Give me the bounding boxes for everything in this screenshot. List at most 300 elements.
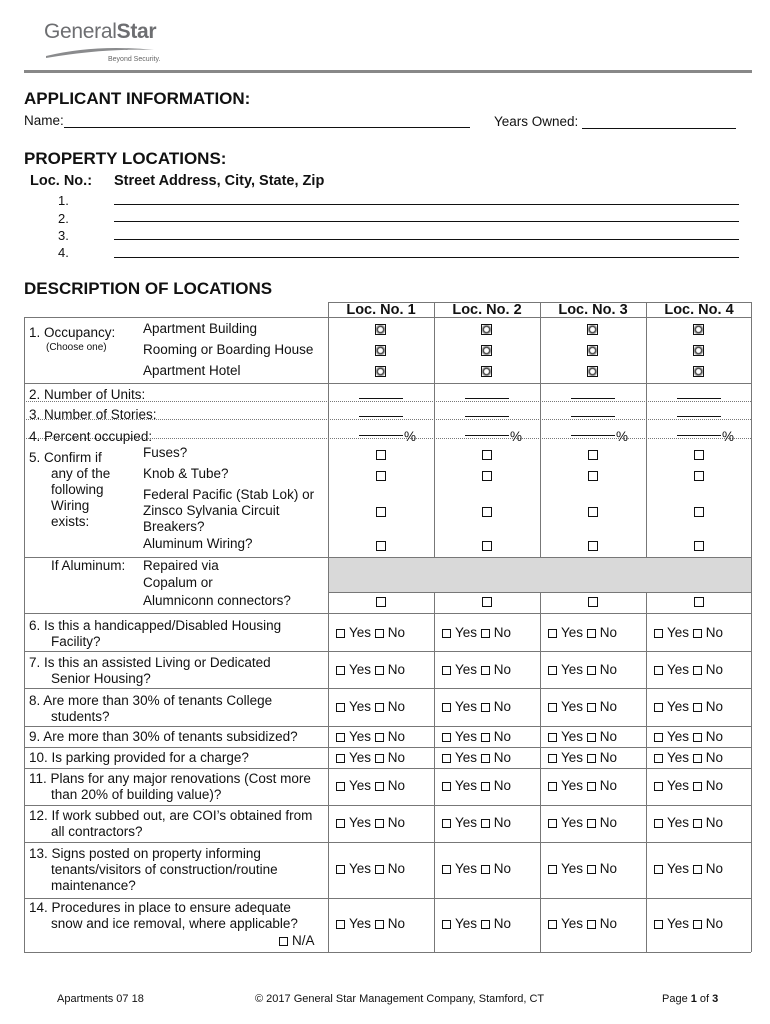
occupancy-radio[interactable] bbox=[481, 324, 492, 335]
yes-label: Yes bbox=[349, 750, 372, 765]
q13-label: maintenance? bbox=[51, 878, 136, 893]
property-heading: PROPERTY LOCATIONS: bbox=[24, 149, 227, 168]
logo-tagline: Beyond Security. bbox=[108, 56, 161, 63]
yes-checkbox[interactable] bbox=[548, 819, 557, 828]
federal-pacific-checkbox[interactable] bbox=[376, 507, 386, 517]
q5-label: exists: bbox=[51, 514, 90, 529]
occupancy-radio[interactable] bbox=[587, 366, 598, 377]
yes-checkbox[interactable] bbox=[336, 666, 345, 675]
yes-no-answer bbox=[336, 662, 405, 677]
yes-label: Yes bbox=[561, 815, 584, 830]
yes-checkbox[interactable] bbox=[336, 920, 345, 929]
yes-label: Yes bbox=[561, 916, 584, 931]
col-header-loc-3: Loc. No. 3 bbox=[558, 302, 628, 318]
yes-label: Yes bbox=[561, 625, 584, 640]
no-checkbox[interactable] bbox=[375, 782, 384, 791]
yes-no-answer bbox=[654, 729, 723, 744]
q14-label: 14. Procedures in place to ensure adequate bbox=[29, 900, 291, 915]
stories-field[interactable] bbox=[465, 416, 509, 417]
q1-note: (Choose one) bbox=[46, 342, 107, 353]
occupancy-option: Apartment Building bbox=[143, 321, 258, 336]
no-label: No bbox=[493, 625, 512, 640]
yes-checkbox[interactable] bbox=[336, 703, 345, 712]
q4-label: 4. Percent occupied: bbox=[29, 429, 153, 444]
aluminum-checkbox[interactable] bbox=[694, 541, 704, 551]
no-checkbox[interactable] bbox=[375, 865, 384, 874]
no-checkbox[interactable] bbox=[587, 733, 596, 742]
yes-label: Yes bbox=[455, 778, 478, 793]
no-checkbox[interactable] bbox=[481, 819, 490, 828]
yes-label: Yes bbox=[561, 662, 584, 677]
yes-no-answer bbox=[442, 778, 511, 793]
yes-no-answer bbox=[654, 699, 723, 714]
percent-field[interactable] bbox=[465, 435, 509, 436]
no-label: No bbox=[493, 861, 512, 876]
yes-label: Yes bbox=[455, 916, 478, 931]
fuses-checkbox[interactable] bbox=[482, 450, 492, 460]
no-checkbox[interactable] bbox=[693, 865, 702, 874]
no-checkbox[interactable] bbox=[587, 754, 596, 763]
q5-label: following bbox=[51, 482, 104, 497]
repair-label: Alumniconn connectors? bbox=[143, 593, 291, 608]
yes-checkbox[interactable] bbox=[548, 666, 557, 675]
logo-wordmark: GeneralStar bbox=[44, 20, 157, 43]
no-checkbox[interactable] bbox=[693, 819, 702, 828]
address-field-2[interactable] bbox=[114, 221, 739, 222]
yes-label: Yes bbox=[349, 662, 372, 677]
no-label: No bbox=[599, 662, 618, 677]
units-field[interactable] bbox=[465, 398, 509, 399]
yes-label: Yes bbox=[561, 750, 584, 765]
no-label: No bbox=[705, 861, 724, 876]
no-checkbox[interactable] bbox=[587, 629, 596, 638]
yes-no-answer bbox=[548, 699, 617, 714]
no-label: No bbox=[387, 861, 406, 876]
no-label: No bbox=[493, 699, 512, 714]
yes-checkbox[interactable] bbox=[336, 733, 345, 742]
occupancy-radio[interactable] bbox=[693, 345, 704, 356]
no-checkbox[interactable] bbox=[375, 754, 384, 763]
loc-row-number: 1. bbox=[58, 193, 69, 208]
wiring-option: Federal Pacific (Stab Lok) or bbox=[143, 487, 315, 502]
loc-row-number: 3. bbox=[58, 228, 69, 243]
yes-checkbox[interactable] bbox=[442, 666, 451, 675]
yes-checkbox[interactable] bbox=[336, 819, 345, 828]
no-checkbox[interactable] bbox=[481, 666, 490, 675]
yes-label: Yes bbox=[561, 699, 584, 714]
no-checkbox[interactable] bbox=[587, 666, 596, 675]
yes-checkbox[interactable] bbox=[548, 629, 557, 638]
yes-checkbox[interactable] bbox=[442, 865, 451, 874]
yes-checkbox[interactable] bbox=[654, 733, 663, 742]
occupancy-option: Apartment Hotel bbox=[143, 363, 241, 378]
percent-sign: % bbox=[616, 429, 629, 444]
yes-checkbox[interactable] bbox=[548, 782, 557, 791]
shaded-area bbox=[329, 558, 751, 592]
no-checkbox[interactable] bbox=[587, 920, 596, 929]
q6-label: Facility? bbox=[51, 634, 101, 649]
no-checkbox[interactable] bbox=[375, 733, 384, 742]
no-checkbox[interactable] bbox=[481, 754, 490, 763]
yes-checkbox[interactable] bbox=[654, 629, 663, 638]
occupancy-radio[interactable] bbox=[693, 366, 704, 377]
na-checkbox[interactable] bbox=[279, 937, 288, 946]
units-field[interactable] bbox=[571, 398, 615, 399]
q7-label: Senior Housing? bbox=[51, 671, 151, 686]
yes-checkbox[interactable] bbox=[548, 865, 557, 874]
yes-label: Yes bbox=[667, 916, 690, 931]
loc-row-number: 2. bbox=[58, 211, 69, 226]
no-label: No bbox=[387, 750, 406, 765]
yes-no-answer bbox=[548, 625, 617, 640]
q11-label: than 20% of building value)? bbox=[51, 787, 222, 802]
yes-checkbox[interactable] bbox=[442, 754, 451, 763]
row-divider bbox=[24, 898, 751, 899]
yes-label: Yes bbox=[455, 699, 478, 714]
stories-field[interactable] bbox=[677, 416, 721, 417]
years-owned-label: Years Owned: bbox=[494, 114, 579, 129]
col-header-loc-1: Loc. No. 1 bbox=[346, 302, 416, 318]
no-label: No bbox=[387, 729, 406, 744]
if-aluminum-label: If Aluminum: bbox=[51, 558, 126, 573]
no-checkbox[interactable] bbox=[375, 819, 384, 828]
no-label: No bbox=[599, 916, 618, 931]
name-label: Name: bbox=[24, 113, 64, 128]
percent-sign: % bbox=[510, 429, 523, 444]
yes-no-answer bbox=[336, 916, 405, 931]
federal-pacific-checkbox[interactable] bbox=[482, 507, 492, 517]
yes-label: Yes bbox=[455, 625, 478, 640]
percent-sign: % bbox=[722, 429, 735, 444]
no-checkbox[interactable] bbox=[693, 733, 702, 742]
no-label: No bbox=[387, 625, 406, 640]
header-divider bbox=[24, 70, 752, 73]
yes-checkbox[interactable] bbox=[654, 819, 663, 828]
no-label: No bbox=[705, 815, 724, 830]
footer-form-id: Apartments 07 18 bbox=[57, 993, 144, 1005]
address-field-1[interactable] bbox=[114, 204, 739, 205]
q13-label: 13. Signs posted on property informing bbox=[29, 846, 261, 861]
column-divider bbox=[328, 302, 329, 952]
yes-checkbox[interactable] bbox=[654, 920, 663, 929]
no-checkbox[interactable] bbox=[481, 733, 490, 742]
yes-no-answer bbox=[548, 815, 617, 830]
no-label: No bbox=[599, 750, 618, 765]
no-label: No bbox=[387, 662, 406, 677]
occupancy-radio[interactable] bbox=[693, 324, 704, 335]
description-heading: DESCRIPTION OF LOCATIONS bbox=[24, 279, 273, 298]
q2-label: 2. Number of Units: bbox=[29, 387, 146, 402]
no-checkbox[interactable] bbox=[375, 703, 384, 712]
row-divider bbox=[24, 805, 751, 806]
no-label: No bbox=[705, 729, 724, 744]
percent-field[interactable] bbox=[571, 435, 615, 436]
q7-label: 7. Is this an assisted Living or Dedicated bbox=[29, 655, 271, 670]
row-divider bbox=[24, 726, 751, 727]
no-checkbox[interactable] bbox=[481, 920, 490, 929]
no-label: No bbox=[493, 750, 512, 765]
row-divider bbox=[24, 768, 751, 769]
no-checkbox[interactable] bbox=[587, 703, 596, 712]
yes-no-answer bbox=[548, 750, 617, 765]
q11-label: 11. Plans for any major renovations (Cost more bbox=[29, 771, 311, 786]
units-field[interactable] bbox=[359, 398, 403, 399]
yes-checkbox[interactable] bbox=[654, 754, 663, 763]
wiring-option: Aluminum Wiring? bbox=[143, 536, 253, 551]
wiring-option: Knob & Tube? bbox=[143, 466, 229, 481]
yes-checkbox[interactable] bbox=[442, 819, 451, 828]
yes-checkbox[interactable] bbox=[442, 920, 451, 929]
yes-no-answer bbox=[442, 699, 511, 714]
yes-label: Yes bbox=[561, 729, 584, 744]
table-border bbox=[24, 317, 25, 952]
yes-no-answer bbox=[654, 861, 723, 876]
na-label: N/A bbox=[292, 933, 315, 948]
percent-field[interactable] bbox=[677, 435, 721, 436]
row-divider bbox=[24, 688, 751, 689]
yes-no-answer bbox=[654, 778, 723, 793]
no-label: No bbox=[387, 778, 406, 793]
q8-label: students? bbox=[51, 709, 110, 724]
yes-no-answer bbox=[442, 750, 511, 765]
no-label: No bbox=[705, 625, 724, 640]
q5-label: Wiring bbox=[51, 498, 90, 513]
no-label: No bbox=[705, 916, 724, 931]
fuses-checkbox[interactable] bbox=[694, 450, 704, 460]
yes-checkbox[interactable] bbox=[336, 782, 345, 791]
no-label: No bbox=[387, 815, 406, 830]
no-label: No bbox=[599, 699, 618, 714]
footer-page: Page 1 of 3 bbox=[662, 993, 719, 1005]
yes-no-answer bbox=[548, 778, 617, 793]
repaired-checkbox[interactable] bbox=[482, 597, 492, 607]
yes-no-answer bbox=[654, 662, 723, 677]
address-header: Street Address, City, State, Zip bbox=[114, 173, 325, 189]
yes-checkbox[interactable] bbox=[336, 754, 345, 763]
loc-row-number: 4. bbox=[58, 245, 69, 260]
knob-tube-checkbox[interactable] bbox=[482, 471, 492, 481]
yes-label: Yes bbox=[667, 662, 690, 677]
yes-label: Yes bbox=[455, 750, 478, 765]
address-field-4[interactable] bbox=[114, 257, 739, 258]
occupancy-option: Rooming or Boarding House bbox=[143, 342, 314, 357]
stories-field[interactable] bbox=[359, 416, 403, 417]
repaired-checkbox[interactable] bbox=[376, 597, 386, 607]
yes-no-answer bbox=[442, 815, 511, 830]
q13-label: tenants/visitors of construction/routine bbox=[51, 862, 278, 877]
yes-checkbox[interactable] bbox=[336, 865, 345, 874]
yes-checkbox[interactable] bbox=[654, 782, 663, 791]
no-label: No bbox=[493, 778, 512, 793]
no-label: No bbox=[599, 778, 618, 793]
q9-label: 9. Are more than 30% of tenants subsidized? bbox=[29, 729, 298, 744]
occupancy-radio[interactable] bbox=[587, 345, 598, 356]
no-label: No bbox=[387, 699, 406, 714]
aluminum-checkbox[interactable] bbox=[588, 541, 598, 551]
yes-checkbox[interactable] bbox=[548, 920, 557, 929]
no-checkbox[interactable] bbox=[375, 629, 384, 638]
repair-label: Repaired via bbox=[143, 558, 219, 573]
company-logo bbox=[44, 20, 161, 63]
yes-no-answer bbox=[442, 729, 511, 744]
yes-label: Yes bbox=[667, 815, 690, 830]
no-checkbox[interactable] bbox=[481, 865, 490, 874]
no-checkbox[interactable] bbox=[587, 782, 596, 791]
stories-field[interactable] bbox=[571, 416, 615, 417]
yes-label: Yes bbox=[455, 815, 478, 830]
column-divider bbox=[646, 302, 647, 952]
occupancy-radio[interactable] bbox=[375, 324, 386, 335]
na-option[interactable] bbox=[279, 933, 315, 948]
q6-label: 6. Is this a handicapped/Disabled Housing bbox=[29, 618, 282, 633]
no-label: No bbox=[705, 750, 724, 765]
yes-label: Yes bbox=[455, 729, 478, 744]
q3-label: 3. Number of Stories: bbox=[29, 407, 157, 422]
yes-checkbox[interactable] bbox=[442, 733, 451, 742]
wiring-option: Breakers? bbox=[143, 519, 205, 534]
yes-label: Yes bbox=[667, 625, 690, 640]
no-checkbox[interactable] bbox=[587, 819, 596, 828]
knob-tube-checkbox[interactable] bbox=[588, 471, 598, 481]
no-label: No bbox=[705, 699, 724, 714]
q5-label: any of the bbox=[51, 466, 111, 481]
units-field[interactable] bbox=[677, 398, 721, 399]
q14-label: snow and ice removal, where applicable? bbox=[51, 916, 298, 931]
yes-no-answer bbox=[548, 916, 617, 931]
no-label: No bbox=[493, 916, 512, 931]
years-owned-field[interactable] bbox=[582, 128, 736, 129]
yes-label: Yes bbox=[561, 861, 584, 876]
yes-no-answer bbox=[442, 625, 511, 640]
yes-checkbox[interactable] bbox=[654, 666, 663, 675]
table-border bbox=[751, 302, 752, 952]
no-label: No bbox=[599, 729, 618, 744]
no-checkbox[interactable] bbox=[693, 754, 702, 763]
yes-label: Yes bbox=[667, 750, 690, 765]
yes-no-answer bbox=[336, 729, 405, 744]
federal-pacific-checkbox[interactable] bbox=[694, 507, 704, 517]
no-label: No bbox=[387, 916, 406, 931]
no-checkbox[interactable] bbox=[693, 666, 702, 675]
yes-no-answer bbox=[336, 625, 405, 640]
no-label: No bbox=[705, 778, 724, 793]
occupancy-radio[interactable] bbox=[481, 345, 492, 356]
no-label: No bbox=[493, 729, 512, 744]
yes-checkbox[interactable] bbox=[654, 865, 663, 874]
wiring-option: Fuses? bbox=[143, 445, 188, 460]
yes-label: Yes bbox=[349, 729, 372, 744]
no-checkbox[interactable] bbox=[693, 782, 702, 791]
no-checkbox[interactable] bbox=[481, 703, 490, 712]
yes-label: Yes bbox=[349, 861, 372, 876]
occupancy-radio[interactable] bbox=[587, 324, 598, 335]
yes-label: Yes bbox=[349, 815, 372, 830]
yes-checkbox[interactable] bbox=[548, 754, 557, 763]
knob-tube-checkbox[interactable] bbox=[376, 471, 386, 481]
yes-no-answer bbox=[336, 750, 405, 765]
aluminum-checkbox[interactable] bbox=[376, 541, 386, 551]
no-label: No bbox=[493, 815, 512, 830]
row-divider bbox=[24, 842, 751, 843]
knob-tube-checkbox[interactable] bbox=[694, 471, 704, 481]
percent-field[interactable] bbox=[359, 435, 403, 436]
yes-no-answer bbox=[548, 861, 617, 876]
name-field[interactable] bbox=[64, 127, 470, 128]
no-label: No bbox=[599, 625, 618, 640]
yes-no-answer bbox=[654, 916, 723, 931]
col-header-loc-2: Loc. No. 2 bbox=[452, 302, 522, 318]
applicant-heading: APPLICANT INFORMATION: bbox=[24, 89, 251, 108]
yes-no-answer bbox=[654, 625, 723, 640]
yes-label: Yes bbox=[667, 699, 690, 714]
row-divider bbox=[24, 613, 751, 614]
no-checkbox[interactable] bbox=[481, 629, 490, 638]
no-checkbox[interactable] bbox=[587, 865, 596, 874]
fuses-checkbox[interactable] bbox=[588, 450, 598, 460]
yes-checkbox[interactable] bbox=[336, 629, 345, 638]
aluminum-checkbox[interactable] bbox=[482, 541, 492, 551]
q8-label: 8. Are more than 30% of tenants College bbox=[29, 693, 273, 708]
yes-label: Yes bbox=[455, 662, 478, 677]
yes-no-answer bbox=[548, 729, 617, 744]
occupancy-radio[interactable] bbox=[375, 345, 386, 356]
repaired-checkbox[interactable] bbox=[694, 597, 704, 607]
yes-checkbox[interactable] bbox=[548, 733, 557, 742]
yes-label: Yes bbox=[667, 861, 690, 876]
percent-sign: % bbox=[404, 429, 417, 444]
yes-no-answer bbox=[654, 750, 723, 765]
q5-label: 5. Confirm if bbox=[29, 450, 102, 465]
no-checkbox[interactable] bbox=[375, 920, 384, 929]
yes-checkbox[interactable] bbox=[654, 703, 663, 712]
no-label: No bbox=[599, 861, 618, 876]
yes-no-answer bbox=[336, 778, 405, 793]
occupancy-radio[interactable] bbox=[375, 366, 386, 377]
description-table bbox=[24, 302, 752, 952]
yes-checkbox[interactable] bbox=[442, 782, 451, 791]
yes-no-answer bbox=[336, 861, 405, 876]
yes-label: Yes bbox=[349, 699, 372, 714]
row-divider bbox=[24, 651, 751, 652]
loc-no-header: Loc. No.: bbox=[30, 173, 93, 189]
wiring-option: Zinsco Sylvania Circuit bbox=[143, 503, 280, 518]
yes-checkbox[interactable] bbox=[442, 703, 451, 712]
yes-checkbox[interactable] bbox=[548, 703, 557, 712]
yes-no-answer bbox=[442, 861, 511, 876]
q12-label: all contractors? bbox=[51, 824, 143, 839]
footer-copyright: © 2017 General Star Management Company, Stamford, CT bbox=[255, 993, 545, 1005]
repaired-checkbox[interactable] bbox=[588, 597, 598, 607]
no-checkbox[interactable] bbox=[693, 920, 702, 929]
fuses-checkbox[interactable] bbox=[376, 450, 386, 460]
yes-no-answer bbox=[442, 662, 511, 677]
q10-label: 10. Is parking provided for a charge? bbox=[29, 750, 249, 765]
no-checkbox[interactable] bbox=[481, 782, 490, 791]
column-divider bbox=[540, 302, 541, 952]
address-field-3[interactable] bbox=[114, 239, 739, 240]
yes-label: Yes bbox=[455, 861, 478, 876]
yes-label: Yes bbox=[667, 729, 690, 744]
no-checkbox[interactable] bbox=[693, 703, 702, 712]
federal-pacific-checkbox[interactable] bbox=[588, 507, 598, 517]
no-checkbox[interactable] bbox=[693, 629, 702, 638]
yes-checkbox[interactable] bbox=[442, 629, 451, 638]
yes-no-answer bbox=[336, 699, 405, 714]
no-checkbox[interactable] bbox=[375, 666, 384, 675]
no-label: No bbox=[599, 815, 618, 830]
yes-label: Yes bbox=[349, 916, 372, 931]
occupancy-radio[interactable] bbox=[481, 366, 492, 377]
